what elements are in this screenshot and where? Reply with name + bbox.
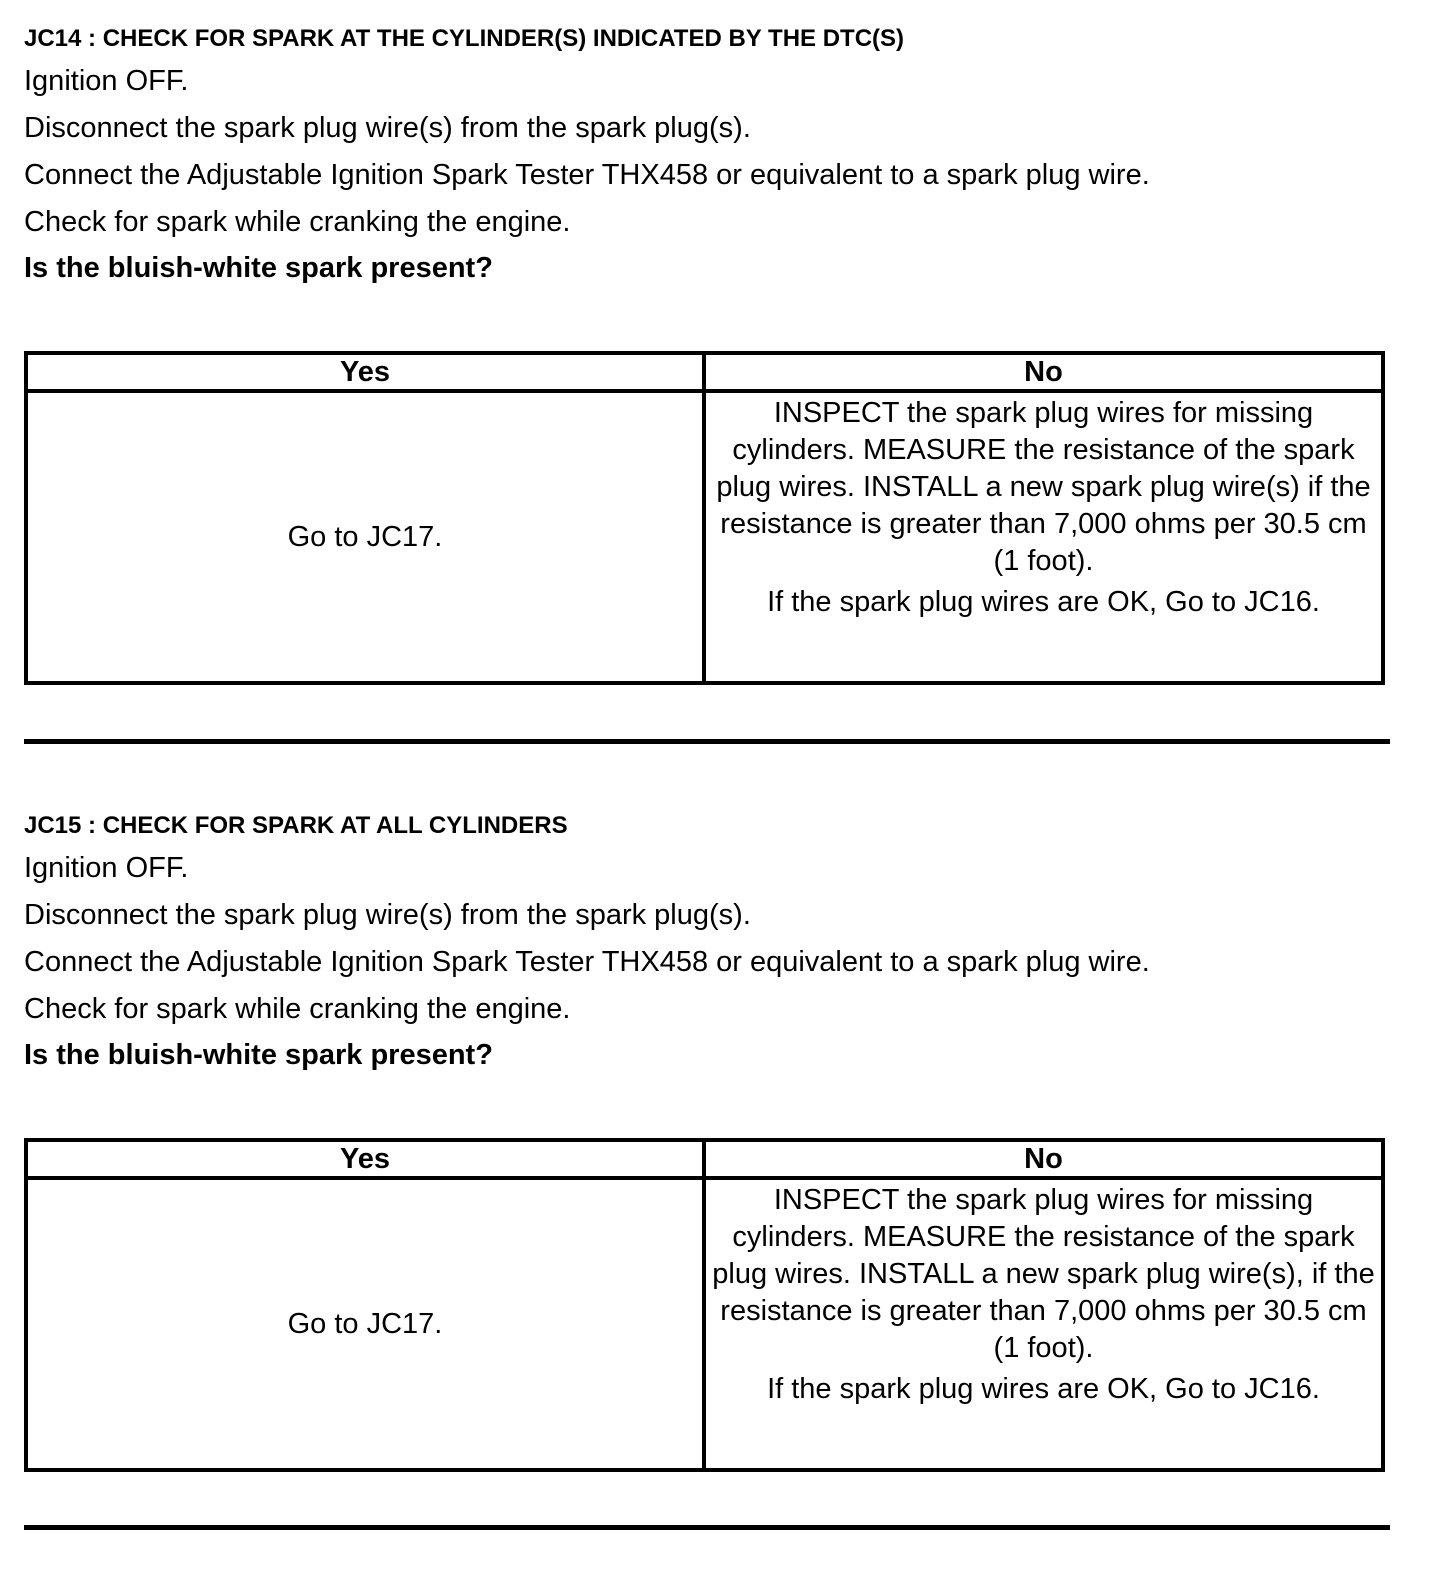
step-question: Is the bluish-white spark present? bbox=[24, 1039, 493, 1071]
yes-header: Yes bbox=[26, 1140, 704, 1178]
step-title: JC15 : CHECK FOR SPARK AT ALL CYLINDERS bbox=[24, 812, 568, 839]
instruction-line: Check for spark while cranking the engine. bbox=[24, 206, 571, 238]
step-title: JC14 : CHECK FOR SPARK AT THE CYLINDER(S) INDICATED BY THE DTC(S) bbox=[24, 25, 905, 52]
yes-action-text: Go to JC17. bbox=[287, 1307, 443, 1340]
instruction-line: Ignition OFF. bbox=[24, 65, 189, 97]
section-divider bbox=[24, 1525, 1390, 1530]
no-header: No bbox=[704, 1140, 1383, 1178]
yes-no-table bbox=[24, 351, 1385, 685]
no-followup-text: If the spark plug wires are OK, Go to JC16. bbox=[767, 586, 1320, 618]
yes-header: Yes bbox=[26, 353, 704, 391]
instruction-line: Connect the Adjustable Ignition Spark Tester THX458 or equivalent to a spark plug wire. bbox=[24, 946, 1150, 978]
no-action bbox=[704, 391, 1383, 683]
no-action-text: INSPECT the spark plug wires for missing cylinders. MEASURE the resistance of the spark plug wires. INSTALL a new spark plug wire(s), if the resistance is greater than 7,000 ohms per 30.5 cm (1 foot). bbox=[712, 1184, 1375, 1364]
step-jc14 bbox=[24, 24, 1394, 290]
instruction-line: Disconnect the spark plug wire(s) from the spark plug(s). bbox=[24, 112, 751, 144]
step-jc15 bbox=[24, 811, 1394, 1077]
no-action bbox=[704, 1178, 1383, 1470]
no-followup-text: If the spark plug wires are OK, Go to JC16. bbox=[767, 1373, 1320, 1405]
yes-action bbox=[26, 1178, 704, 1470]
no-action-text: INSPECT the spark plug wires for missing cylinders. MEASURE the resistance of the spark plug wires. INSTALL a new spark plug wire(s) if the resistance is greater than 7,000 ohms per 30.5 cm (1 foot). bbox=[716, 397, 1371, 577]
instruction-line: Connect the Adjustable Ignition Spark Tester THX458 or equivalent to a spark plug wire. bbox=[24, 159, 1150, 191]
no-header: No bbox=[704, 353, 1383, 391]
yes-action bbox=[26, 391, 704, 683]
instruction-line: Disconnect the spark plug wire(s) from the spark plug(s). bbox=[24, 899, 751, 931]
step-question: Is the bluish-white spark present? bbox=[24, 252, 493, 284]
yes-no-table bbox=[24, 1138, 1385, 1472]
yes-action-text: Go to JC17. bbox=[287, 520, 443, 553]
instruction-line: Check for spark while cranking the engine. bbox=[24, 993, 571, 1025]
instruction-line: Ignition OFF. bbox=[24, 852, 189, 884]
section-divider bbox=[24, 739, 1390, 744]
